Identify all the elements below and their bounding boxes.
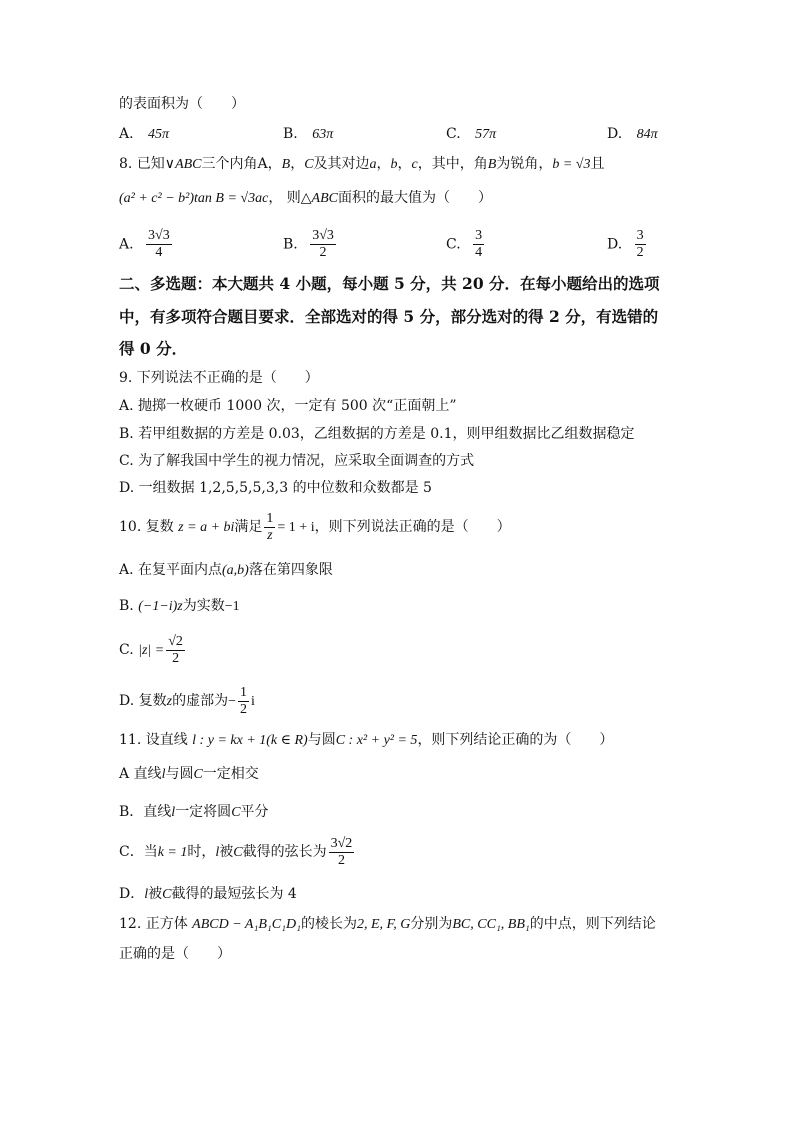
q8-stem-line1: 8. 已知∨ABC三个内角A，B，C及其对边a，b，c，其中，角B为锐角，b = √3且 [119, 156, 605, 172]
q12-stem-line2: 正确的是（ ） [119, 946, 231, 962]
q7-stem-tail: 的表面积为（ ） [119, 96, 245, 112]
q11-option-b: B．直线l一定将圆C平分 [119, 804, 269, 820]
q11-option-d: D．l被C截得的最短弦长为 4 [119, 886, 297, 902]
section2-heading-line1: 二、多选题：本大题共 4 小题，每小题 5 分，共 20 分．在每小题给出的选项 [119, 274, 660, 293]
q9-option-a: A. 抛掷一枚硬币 1000 次，一定有 500 次“正面朝上” [119, 398, 457, 414]
q10-stem: 10. 复数 z = a + bi满足 $\frac{1}{z}$ = 1 + i，则下列说法正确的是（ ） [119, 510, 511, 543]
q11-option-c: C．当k = 1时，l被C截得的弦长为 $\frac{3√2}{2}$ [119, 835, 353, 868]
section2-heading-line2: 中，有多项符合题目要求．全部选对的得 5 分，部分选对的得 2 分，有选错的 [119, 307, 659, 326]
q8-stem-line2: (a² + c² − b²)tan B = √3ac， 则△ABC面积的最大值为（ ） [119, 190, 492, 206]
q7-option-d: D. 84π [607, 126, 658, 142]
q11-stem: 11. 设直线 l : y = kx + 1(k ∈ R)与圆C : x² + y² = 5，则下列结论正确的为（ ） [119, 732, 614, 748]
q8-option-b: B. $\frac{3√3}{2}$ [283, 228, 334, 260]
q7-option-b: B. 63π [283, 126, 334, 142]
q9-option-b: B. 若甲组数据的方差是 0.03，乙组数据的方差是 0.1，则甲组数据比乙组数据稳定 [119, 426, 635, 442]
q10-option-b: B. (−1−i)z为实数−1 [119, 598, 240, 614]
q10-option-a: A. 在复平面内点(a,b)落在第四象限 [119, 562, 333, 578]
q8-option-c: C. $\frac{3}{4}$ [446, 228, 483, 260]
q9-option-d: D. 一组数据 1,2,5,5,5,3,3 的中位数和众数都是 5 [119, 480, 432, 496]
q10-option-c: C. |z| = $\frac{√2}{2}$ [119, 633, 183, 666]
q9-option-c: C. 为了解我国中学生的视力情况，应采取全面调查的方式 [119, 453, 475, 469]
q8-option-d: D. $\frac{3}{2}$ [607, 228, 644, 260]
q8-option-a: A. $\frac{3√3}{4}$ [119, 228, 170, 260]
q7-option-a: A. 45π [119, 126, 170, 142]
q11-option-a: A 直线l与圆C一定相交 [119, 766, 259, 782]
q12-stem-line1: 12. 正方体 ABCD − A₁B₁C₁D₁的棱长为2, E, F, G分别为BC, CC₁, BB₁的中点，则下列结论 [119, 916, 656, 932]
section2-heading-line3: 得 0 分． [119, 339, 188, 358]
q7-option-c: C. 57π [446, 126, 497, 142]
q10-option-d: D. 复数z的虚部为− $\frac{1}{2}$ i [119, 684, 255, 717]
q9-stem: 9. 下列说法不正确的是（ ） [119, 370, 319, 386]
